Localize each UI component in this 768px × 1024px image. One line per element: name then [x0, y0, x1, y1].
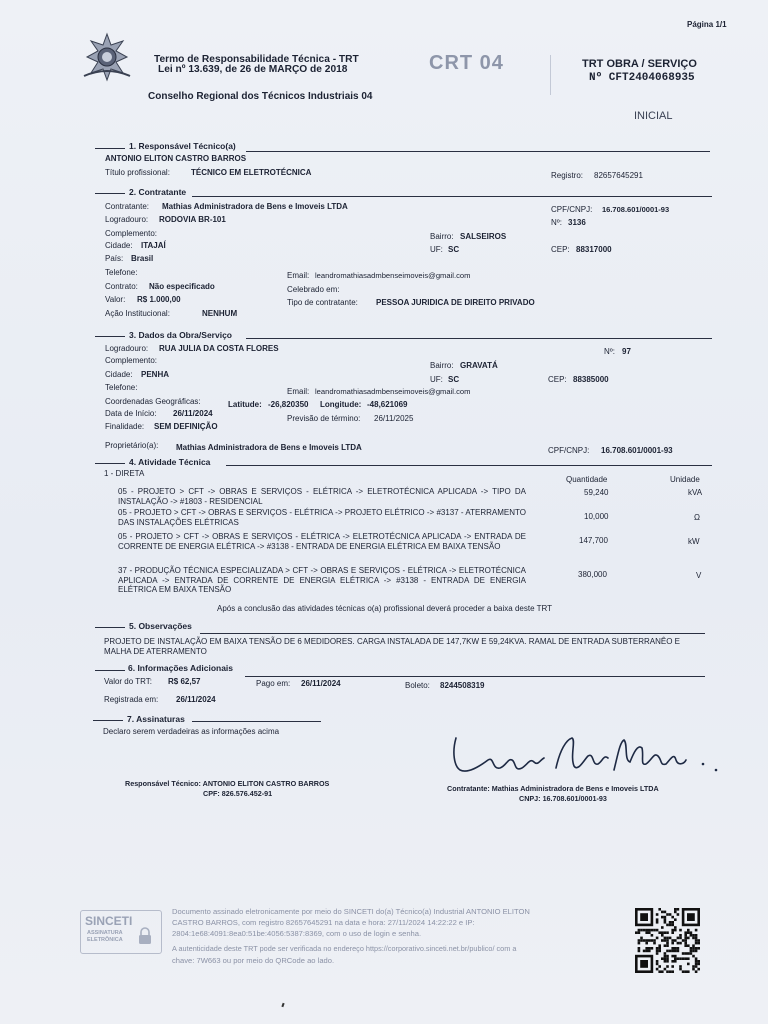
activity-note: Após a conclusão das atividades técnicas o(a) profissional deverá proceder a baixa deste TRT	[217, 604, 553, 613]
section-5-title: 5. Observações	[129, 621, 192, 631]
lock-icon	[137, 927, 153, 950]
email-label: Email:	[287, 271, 310, 280]
section-1-title: 1. Responsável Técnico(a)	[129, 141, 236, 151]
scan-mark	[281, 1003, 284, 1007]
obra-uf-value: SC	[448, 375, 460, 384]
contrato-label: Contrato:	[105, 282, 138, 291]
obra-numero-label: Nº:	[604, 347, 615, 356]
registrada-value: 26/11/2024	[176, 695, 216, 704]
celebrado-label: Celebrado em:	[287, 285, 340, 294]
titulo-label: Título profissional:	[105, 168, 170, 177]
section-4-title: 4. Atividade Técnica	[129, 457, 211, 467]
obra-email-label: Email:	[287, 387, 310, 396]
tipo-contratante-value: PESSOA JURIDICA DE DIREITO PRIVADO	[376, 298, 535, 307]
longitude-value: -48,621069	[367, 400, 408, 409]
pais-value: Brasil	[131, 254, 154, 263]
data-inicio-value: 26/11/2024	[173, 409, 213, 418]
valor-trt-value: R$ 62,57	[168, 677, 201, 686]
footer-line-1: Documento assinado eletronicamente por meio do SINCETI do(a) Técnico(a) Industrial ANTONIO ELITON	[172, 907, 530, 916]
sinceti-logo	[80, 910, 162, 954]
boleto-label: Boleto:	[405, 681, 430, 690]
obra-telefone-label: Telefone:	[105, 383, 138, 392]
activity-1-unit: kVA	[688, 488, 703, 497]
uf-value: SC	[448, 245, 460, 254]
activity-4-unit: V	[696, 571, 702, 580]
obra-complemento-label: Complemento:	[105, 356, 158, 365]
law-reference: Lei nº 13.639, de 26 de MARÇO de 2018	[158, 64, 348, 75]
contratante-cpf-label: CPF/CNPJ:	[551, 205, 593, 214]
section-rule	[246, 338, 712, 339]
section-rule	[95, 193, 125, 194]
complemento-label: Complemento:	[105, 229, 158, 238]
crt-code: CRT 04	[429, 52, 504, 74]
activity-3-unit: kW	[688, 537, 700, 546]
activity-1-desc: 05 - PROJETO > CFT -> OBRAS E SERVIÇOS - ELÉTRICA -> ELETROTÉCNICA APLICADA -> TIPO DA INSTALAÇÃO -> #1803 - RESIDENCIAL	[118, 487, 526, 506]
valor-label: Valor:	[105, 295, 126, 304]
numero-label: Nº:	[551, 218, 562, 227]
bairro-label: Bairro:	[430, 232, 454, 241]
boleto-value: 8244508319	[440, 681, 485, 690]
email-value: leandromathiasadmbenseimoveis@gmail.com	[315, 271, 471, 280]
document-title: Termo de Responsabilidade Técnica - TRT	[154, 54, 359, 65]
sinceti-logo-sub1: ASSINATURA	[87, 930, 123, 936]
section-6-title: 6. Informações Adicionais	[128, 663, 234, 673]
responsible-name: ANTONIO ELITON CASTRO BARROS	[105, 154, 247, 163]
responsavel-cpf: CPF: 826.576.452-91	[203, 789, 273, 798]
section-2-title: 2. Contratante	[129, 187, 187, 197]
proprietario-label: Proprietário(a):	[105, 441, 159, 450]
trt-type: TRT OBRA / SERVIÇO	[582, 58, 697, 70]
trt-number: Nº CFT2404068935	[589, 72, 695, 84]
pais-label: País:	[105, 254, 124, 263]
finalidade-label: Finalidade:	[105, 422, 145, 431]
valor-trt-label: Valor do TRT:	[104, 677, 153, 686]
obra-numero-value: 97	[622, 347, 631, 356]
activity-3-qty: 147,700	[579, 536, 608, 545]
latitude-label: Latitude:	[228, 400, 262, 409]
proprietario-value: Mathias Administradora de Bens e Imoveis LTDA	[176, 443, 362, 452]
unidade-header: Unidade	[670, 475, 700, 484]
footer-line-5: chave: 7W663 ou por meio do QRCode ao lado.	[172, 956, 335, 965]
obra-logradouro-label: Logradouro:	[105, 344, 149, 353]
section-rule	[93, 720, 123, 721]
obra-bairro-label: Bairro:	[430, 361, 454, 370]
section-7-title: 7. Assinaturas	[127, 714, 185, 724]
sinceti-logo-text: SINCETI	[85, 914, 133, 928]
council-name: Conselho Regional dos Técnicos Industriais 04	[148, 91, 373, 102]
previsao-label: Previsão de término:	[287, 414, 361, 423]
section-rule	[226, 465, 712, 466]
activity-4-desc: 37 - PRODUÇÃO TÉCNICA ESPECIALIZADA > CFT -> OBRAS E SERVIÇOS - ELÉTRICA -> ELETROTÉCNICA APLICADA -> ENTRADA DE CORRENTE DE ENERGIA ELÉTRICA -> #3138 - ENTRADA DE ENERGIA ELÉTRICA EM BAIXA TENSÃO	[118, 566, 526, 595]
obra-cep-label: CEP:	[548, 375, 567, 384]
contratante-signature-line: Contratante: Mathias Administradora de Bens e Imoveis LTDA	[447, 784, 659, 793]
latitude-value: -26,820350	[268, 400, 309, 409]
tipo-contratante-label: Tipo de contratante:	[287, 298, 358, 307]
contratante-signature	[448, 730, 728, 782]
section-rule	[95, 670, 125, 671]
section-rule	[95, 148, 125, 149]
obra-bairro-value: GRAVATÁ	[460, 361, 498, 370]
contratante-cnpj: CNPJ: 16.708.601/0001-93	[519, 794, 607, 803]
cep-value: 88317000	[576, 245, 612, 254]
registro-label: Registro:	[551, 171, 584, 180]
uf-label: UF:	[430, 245, 443, 254]
activity-2-desc: 05 - PROJETO > CFT -> OBRAS E SERVIÇOS - ELÉTRICA -> PROJETO ELÉTRICO -> #3137 - ATERRAMENTO DAS INSTALAÇÕES ELÉTRICAS	[118, 508, 526, 527]
section-rule	[95, 463, 125, 464]
cidade-value: ITAJAÍ	[141, 241, 166, 250]
previsao-value: 26/11/2025	[374, 414, 414, 423]
longitude-label: Longitude:	[320, 400, 362, 409]
quantidade-header: Quantidade	[566, 475, 608, 484]
qr-code[interactable]	[633, 907, 703, 973]
trt-status: INICIAL	[634, 110, 673, 122]
registro-value: 82657645291	[594, 171, 643, 180]
valor-value: R$ 1.000,00	[137, 295, 181, 304]
proprietario-cpf-value: 16.708.601/0001-93	[601, 446, 673, 455]
activity-2-qty: 10,000	[584, 512, 609, 521]
pago-value: 26/11/2024	[301, 679, 341, 688]
contrato-value: Não especificado	[149, 282, 215, 291]
coordenadas-label: Coordenadas Geográficas:	[105, 397, 201, 406]
responsavel-signature-line: Responsável Técnico: ANTONIO ELITON CASTRO BARROS	[125, 779, 330, 788]
obra-cidade-label: Cidade:	[105, 370, 133, 379]
coat-of-arms-icon	[80, 32, 134, 82]
finalidade-value: SEM DEFINIÇÃO	[154, 422, 218, 431]
activity-4-qty: 380,000	[578, 570, 607, 579]
activity-1-qty: 59,240	[584, 488, 609, 497]
section-rule	[95, 336, 125, 337]
declaro-text: Declaro serem verdadeiras as informações acima	[103, 727, 280, 736]
footer-line-2: CASTRO BARROS, com registro 82657645291 na data e hora: 27/11/2024 14:22:22 e IP:	[172, 918, 475, 927]
contratante-value: Mathias Administradora de Bens e Imoveis LTDA	[162, 202, 348, 211]
proprietario-cpf-label: CPF/CNPJ:	[548, 446, 590, 455]
acao-value: NENHUM	[202, 309, 238, 318]
obra-logradouro-value: RUA JULIA DA COSTA FLORES	[159, 344, 279, 353]
section-rule	[192, 721, 321, 722]
cidade-label: Cidade:	[105, 241, 133, 250]
section-rule	[246, 151, 710, 152]
obra-cidade-value: PENHA	[141, 370, 170, 379]
obra-uf-label: UF:	[430, 375, 443, 384]
logradouro-value: RODOVIA BR-101	[159, 215, 226, 224]
contratante-cpf-value: 16.708.601/0001-93	[602, 205, 670, 214]
activity-2-unit: Ω	[694, 513, 700, 522]
section-rule	[95, 627, 125, 628]
sinceti-logo-sub2: ELETRÔNICA	[87, 937, 123, 943]
footer-line-4: A autenticidade deste TRT pode ser verificada no endereço https://corporativo.sinceti.net.br/publico/ com a	[172, 944, 517, 953]
section-3-title: 3. Dados da Obra/Serviço	[129, 330, 232, 340]
section-rule	[200, 633, 705, 634]
activity-3-desc: 05 - PROJETO > CFT -> OBRAS E SERVIÇOS - ELÉTRICA -> ELETROTÉCNICA APLICADA -> ENTRADA DE CORRENTE DE ENERGIA ELÉTRICA -> #3138 - ENTRADA DE ENERGIA ELÉTRICA EM BAIXA TENSÃO	[118, 532, 526, 551]
registrada-label: Registrada em:	[104, 695, 159, 704]
telefone-label: Telefone:	[105, 268, 138, 277]
titulo-value: TÉCNICO EM ELETROTÉCNICA	[191, 168, 312, 177]
contratante-label: Contratante:	[105, 202, 150, 211]
header-divider	[550, 55, 551, 95]
data-inicio-label: Data de Início:	[105, 409, 157, 418]
page-number: Página 1/1	[687, 20, 727, 29]
section-rule	[192, 196, 712, 197]
activity-kind: 1 - DIRETA	[104, 469, 145, 478]
observacoes-text: PROJETO DE INSTALAÇÃO EM BAIXA TENSÃO DE 6 MEDIDORES. CARGA INSTALADA DE 147,7KW E 59,24KVA. RAMAL DE ENTRADA SUBTERRANÊO E MALHA DE ATERRAMENTO	[104, 637, 681, 656]
acao-label: Ação Institucional:	[105, 309, 170, 318]
cep-label: CEP:	[551, 245, 570, 254]
logradouro-label: Logradouro:	[105, 215, 149, 224]
bairro-value: SALSEIROS	[460, 232, 507, 241]
obra-cep-value: 88385000	[573, 375, 609, 384]
numero-value: 3136	[568, 218, 586, 227]
obra-email-value: leandromathiasadmbenseimoveis@gmail.com	[315, 387, 471, 396]
footer-line-3: 2804:1e68:4091:8ea0:51be:4056:5387:8369, com o uso de login e senha.	[172, 929, 422, 938]
pago-label: Pago em:	[256, 679, 291, 688]
section-rule	[245, 676, 705, 677]
